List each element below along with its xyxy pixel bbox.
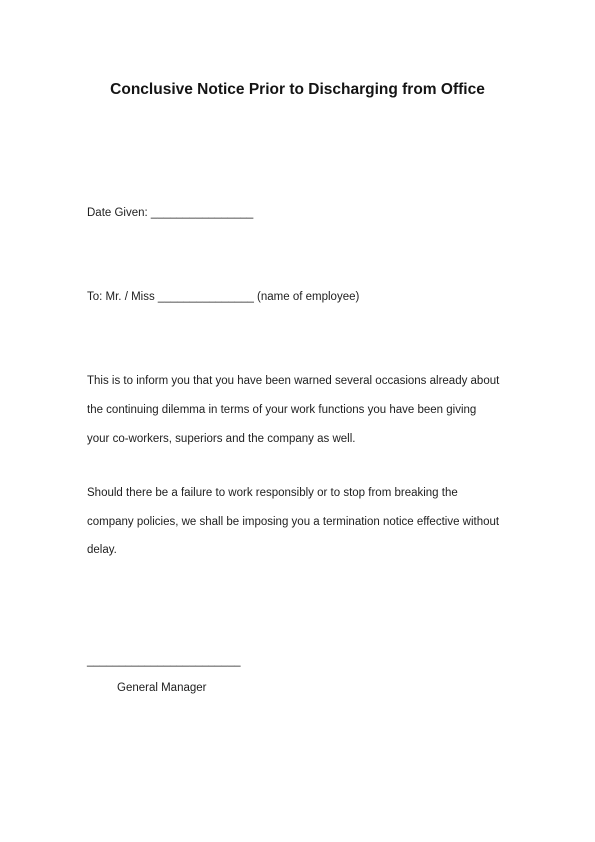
signature-title: General Manager — [117, 682, 207, 694]
paragraph-line: This is to inform you that you have been warned several occasions already about — [87, 375, 500, 387]
paragraph-line: company policies, we shall be imposing you a termination notice effective without — [87, 516, 500, 528]
recipient-line: To: Mr. / Miss _______________ (name of employee) — [87, 291, 360, 303]
paragraph-line: Should there be a failure to work responsibly or to stop from breaking the — [87, 487, 458, 499]
paragraph-line: the continuing dilemma in terms of your work functions you have been giving — [87, 404, 477, 416]
paragraph-line: delay. — [87, 544, 117, 556]
paragraph-line: your co-workers, superiors and the company as well. — [87, 433, 356, 445]
signature-line: ________________________ — [87, 655, 241, 667]
date-given-field: Date Given: ________________ — [87, 207, 254, 219]
document-title: Conclusive Notice Prior to Discharging from Office — [110, 81, 485, 98]
